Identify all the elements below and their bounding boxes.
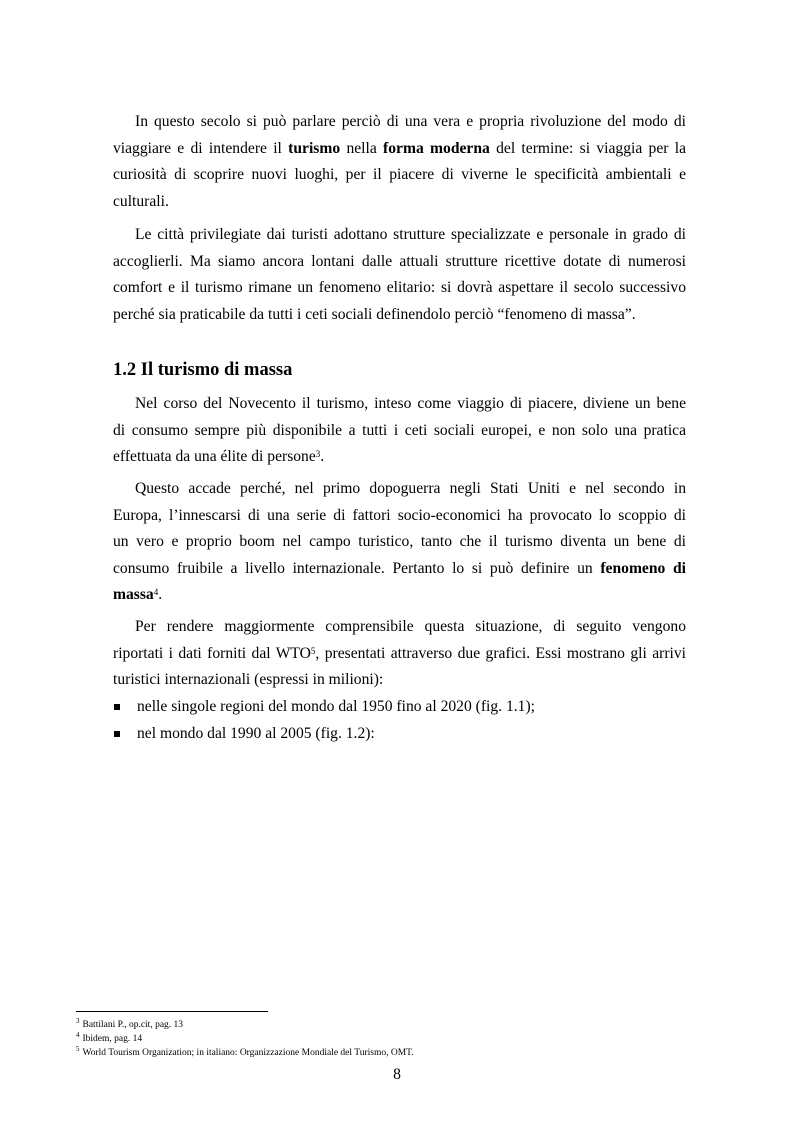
bold-term-massa: massa <box>113 586 154 604</box>
page-number: 8 <box>393 1066 401 1083</box>
square-bullet-icon <box>114 731 120 737</box>
text-line: accoglierli. Ma siamo ancora lontani dalle attuali strutture ricettive dotate di numerosi <box>113 252 686 270</box>
text-line: Le città privilegiate dai turisti adottano strutture specializzate e personale in grado di <box>135 226 686 243</box>
footnote-ref: 4 <box>153 587 159 598</box>
text-line: Per rendere maggiormente comprensibile questa situazione, di seguito vengono <box>135 618 686 635</box>
footnote-ref: 5 <box>310 645 316 656</box>
footnotes <box>76 1018 414 1060</box>
text-line: perché sia praticabile da tutti i ceti sociali definendolo perciò “fenomeno di massa”. <box>113 305 636 323</box>
text-line: culturali. <box>113 192 169 210</box>
text-line: un vero e proprio boom nel campo turistico, tanto che il turismo diventa un bene di <box>113 533 686 551</box>
bullet-list <box>113 694 686 747</box>
text-line: consumo fruibile a livello internazionale. Pertanto lo si può definire un fenomeno di <box>113 559 686 577</box>
text-line: viaggiare e di intendere il turismo nella forma moderna del termine: si viaggia per la <box>113 139 686 157</box>
intro-paragraph-1 <box>113 109 686 215</box>
footnote: $^4$ Ibidem, pag. 14 <box>76 1031 143 1044</box>
text-line: comfort e il turismo rimane un fenomeno elitario: si dovrà aspettare il secolo successivo <box>113 279 686 297</box>
text-line: In questo secolo si può parlare perciò di una vera e propria rivoluzione del modo di <box>135 113 686 130</box>
text-line: curiosità di scoprire nuovi luoghi, per il piacere di viverne le specificità ambientali e <box>113 166 686 184</box>
intro-paragraph-2 <box>113 222 686 328</box>
text-line: di consumo sempre più disponibile a tutti i ceti sociali europei, e non solo una pratica <box>113 421 686 439</box>
text-line: Europa, l’innescarsi di una serie di fattori socio-economici ha provocato lo scoppio di <box>113 506 686 524</box>
bold-term-forma-moderna: forma moderna <box>383 139 490 157</box>
footnote-divider <box>76 1011 268 1012</box>
main-paragraph-2 <box>113 476 686 609</box>
text-line: massa$^4$. <box>113 586 163 604</box>
bold-term-turismo: turismo <box>288 139 341 157</box>
footnote-ref: 3 <box>315 449 321 460</box>
text-line: riportati i dati forniti dal WTO$^5$, presentati attraverso due grafici. Essi mostrano gli arrivi <box>113 644 686 662</box>
main-paragraph-1 <box>113 391 686 471</box>
footnote: $^5$ World Tourism Organization; in italiano: Organizzazione Mondiale del Turismo, OMT. <box>76 1045 414 1058</box>
bold-term-fenomeno: fenomeno di <box>600 559 686 577</box>
list-item: nelle singole regioni del mondo dal 1950 fino al 2020 (fig. 1.1); <box>113 694 686 721</box>
square-bullet-icon <box>114 704 120 710</box>
footnote: $^3$ Battilani P., op.cit, pag. 13 <box>76 1017 184 1030</box>
text-line: Questo accade perché, nel primo dopoguerra negli Stati Uniti e nel secondo in <box>135 480 686 497</box>
section-heading: 1.2 Il turismo di massa <box>113 360 293 380</box>
list-item: nel mondo dal 1990 al 2005 (fig. 1.2): <box>113 721 686 748</box>
main-paragraph-3 <box>113 614 686 694</box>
text-line: Nel corso del Novecento il turismo, inteso come viaggio di piacere, diviene un bene <box>135 395 686 412</box>
text-line: effettuata da una élite di persone$^3$. <box>113 448 325 466</box>
text-line: turistici internazionali (espressi in milioni): <box>113 671 384 689</box>
